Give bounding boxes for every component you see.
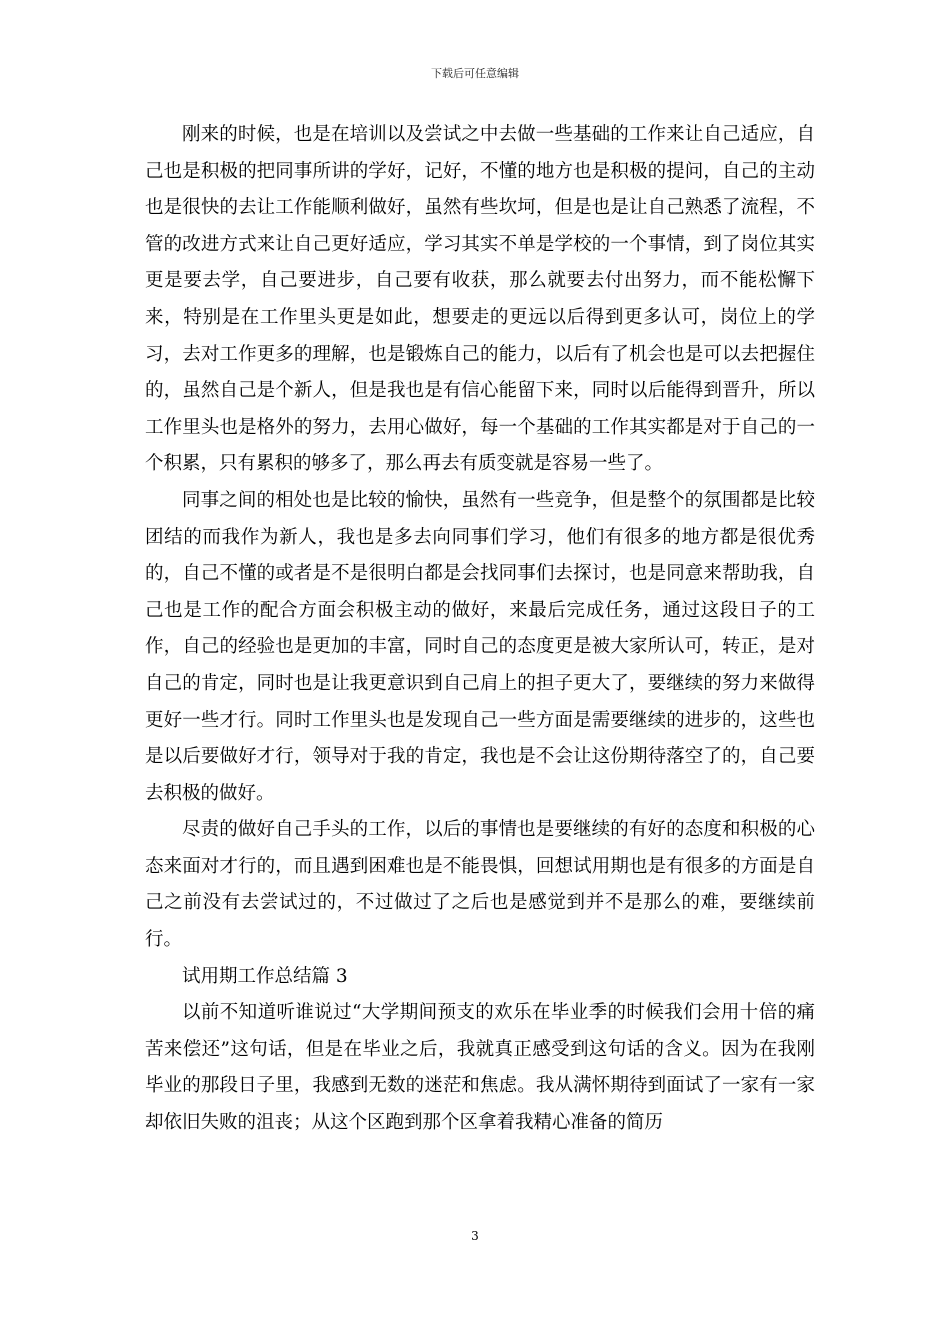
- paragraph-2: 同事之间的相处也是比较的愉快，虽然有一些竞争，但是整个的氛围都是比较团结的而我作为新人，我也是多去向同事们学习，他们有很多的地方都是很优秀的，自己不懂的或者是不是很明白都是会找同事们去探讨，也是同意来帮助我，自己也是工作的配合方面会积极主动的做好，来最后完成任务，通过这段日子的工作，自己的经验也是更加的丰富，同时自己的态度更是被大家所认可，转正，是对自己的肯定，同时也是让我更意识到自己肩上的担子更大了，要继续的努力来做得更好一些才行。同时工作里头也是发现自己一些方面是需要继续的进步的，这些也是以后要做好才行，领导对于我的肯定，我也是不会让这份期待落空了的，自己要去积极的做好。: [145, 489, 815, 804]
- paragraph-1: 刚来的时候，也是在培训以及尝试之中去做一些基础的工作来让自己适应，自己也是积极的把同事所讲的学好，记好，不懂的地方也是积极的提问，自己的主动也是很快的去让工作能顺利做好，虽然有些坎坷，但是也是让自己熟悉了流程，不管的改进方式来让自己更好适应，学习其实不单是学校的一个事情，到了岗位其实更是要去学，自己要进步，自己要有收获，那么就要去付出努力，而不能松懈下来，特别是在工作里头更是如此，想要走的更远以后得到更多认可，岗位上的学习，去对工作更多的理解，也是锻炼自己的能力，以后有了机会也是可以去把握住的，虽然自己是个新人，但是我也是有信心能留下来，同时以后能得到晋升，所以工作里头也是格外的努力，去用心做好，每一个基础的工作其实都是对于自己的一个积累，只有累积的够多了，那么再去有质变就是容易一些了。: [145, 124, 815, 475]
- page-number: 3: [471, 1229, 479, 1243]
- page-header: 下载后可任意编辑: [431, 67, 519, 80]
- document-body: [145, 117, 815, 1142]
- paragraph-3: 尽责的做好自己手头的工作，以后的事情也是要继续的有好的态度和积极的心态来面对才行的，而且遇到困难也是不能畏惧，回想试用期也是有很多的方面是自己之前没有去尝试过的，不过做过了之后也是感觉到并不是那么的难，要继续前行。: [145, 819, 815, 951]
- paragraph-4: 以前不知道听谁说过“大学期间预支的欢乐在毕业季的时候我们会用十倍的痛苦来偿还”这句话，但是在毕业之后，我就真正感受到这句话的含义。因为在我刚毕业的那段日子里，我感到无数的迷茫和焦虑。我从满怀期待到面试了一家有一家却依旧失败的沮丧；从这个区跑到那个区拿着我精心准备的简历: [145, 1002, 815, 1134]
- section-heading: 试用期工作总结篇 3: [182, 965, 348, 987]
